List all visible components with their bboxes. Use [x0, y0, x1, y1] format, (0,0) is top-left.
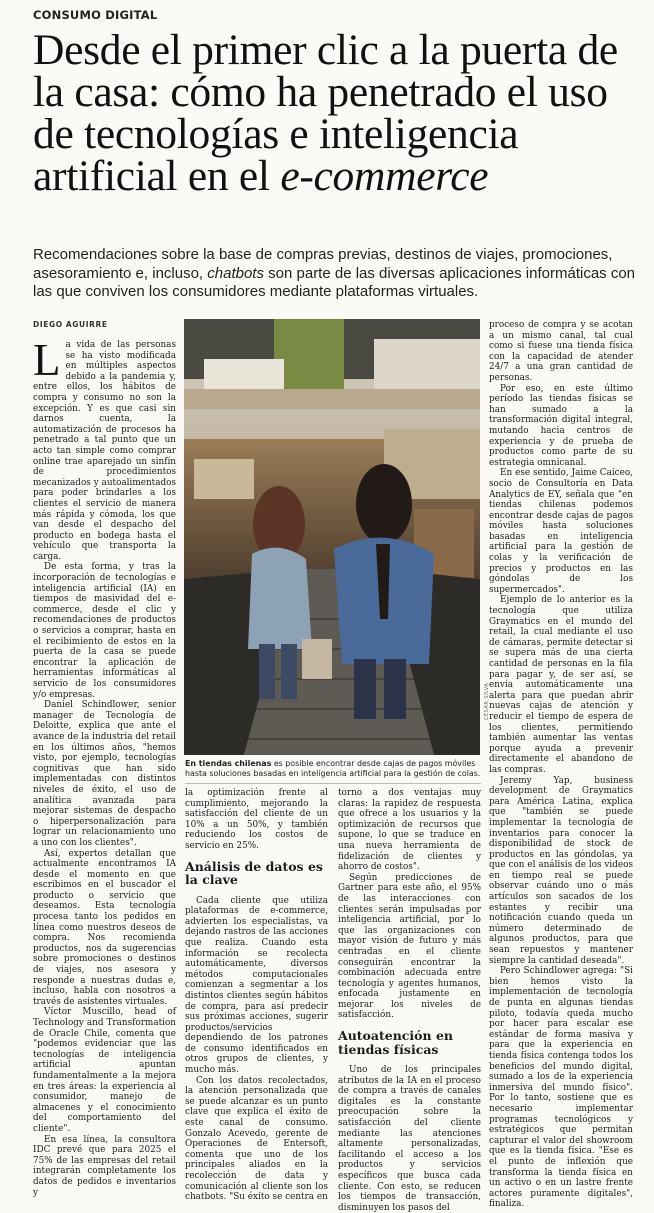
byline: DIEGO AGUIRRE — [33, 320, 108, 329]
lead-paragraph — [33, 246, 637, 302]
shoppers-on-escalator-image — [184, 319, 480, 755]
caption-divider — [185, 783, 481, 784]
subheading-analisis: Análisis de datos es la clave — [185, 858, 323, 888]
paragraph: Jeremy Yap, business development de Graymatics para América Latina, explica que "también se puede implementar la tecnología de inventarios para conocer la disponibilidad de stock de productos en las góndolas, ya que con el análisis de los videos en tiempo real se puede observar cuándo uno o más artículos son sacados de los estantes y recibir una notificación cuando queda un número determinado de algunos productos, para que sean repuestos y mantener siempre la cantidad deseada". — [489, 775, 633, 966]
paragraph: Daniel Schindlower, senior manager de Tecnología de Deloitte, explica que ante el avance de la industria del retail en los últimos años, "hemos visto, por ejemplo, tecnologías cognitivas que han sido implementadas con distintos niveles de éxito, el uso de analítica avanzada para mejorar sistemas de despacho o hiperpersonalización para lograr un relacionamiento uno a uno con los clientes". — [33, 700, 176, 848]
paragraph: Con los datos recolectados, la atención personalizada que se puede alcanzar es un punto clave que explica el éxito de este canal de consumo. Gonzalo Acevedo, gerente de Operaciones de Entersoft, comenta que uno de los principales aliados en la recolección de data y comunicación al cliente son los chatbots. "Su éxito se centra en — [185, 1075, 328, 1203]
paragraph: proceso de compra y se acotan a un mismo canal, tal cual como si fuese una tienda física con la capacidad de atender 24/7 a una gran cantidad de personas. — [489, 320, 633, 383]
headline-italic: e-commerce — [280, 152, 489, 200]
paragraph: Pero Schindlower agrega: "Si bien hemos visto la implementación de tecnología de punta en algunas tiendas piloto, todavía queda mucho por hacer para escalar ese estándar de forma masiva y para que la experiencia en tienda física contenga todos los beneficios del mundo digital, sumado a los de la experiencia inmersiva del mundo físico". Por lo tanto, sostiene que es necesario implementar programas tecnológicos y estratégicos que permitan capturar el valor del showroom que es la tienda física. "Ese es el punto de inflexión que transforma la tienda física en un activo o en un lastre frente actores puramente digitales", finaliza. — [489, 966, 633, 1210]
headline-main: Desde el primer clic a la puerta de la casa: cómo ha penetrado el uso de tecnologías e inteligencia artificial en el — [33, 26, 618, 200]
article-column-3 — [338, 788, 481, 1213]
caption-text: es posible encontrar desde cajas de pagos móviles hasta soluciones basadas en inteligencia artificial para la gestión de colas. — [185, 759, 481, 778]
lead-part1: Recomendaciones sobre la base de compras previas, destinos de viajes, promociones, asesoramiento e, incluso, — [33, 246, 613, 282]
paragraph: Ejemplo de lo anterior es la tecnología que utiliza Graymatics en el mundo del retail, la cual mediante el uso de cámaras, permite detectar si se supera más de una cierta cantidad de personas en la fila para pagar y, de ser así, se envía automáticamente una alerta para que puedan abrir nuevas cajas de atención y reducir el tiempo de espera de los clientes, permitiendo también aumentar las ventas porque ayuda a prevenir directamente el abandono de las compras. — [489, 595, 633, 775]
article-column-1 — [33, 335, 176, 1198]
lead-part2: son parte de las diversas aplicaciones informáticas con las que conviven los consumidores mediante plataformas virtuales. — [33, 264, 636, 301]
paragraph — [33, 335, 176, 562]
escalator-photo — [184, 319, 480, 755]
article-column-4 — [489, 320, 633, 1210]
paragraph: Víctor Muscillo, head of Technology and Transformation de Oracle Chile, comenta que "podemos evidenciar que las tecnologías de inteligencia artificial apuntan fundamentalmente a la mejora en tres áreas: la experiencia al consumidor, manejo de almacenes y el conocimiento del comportamiento del cliente". — [33, 1007, 176, 1134]
section-label: CONSUMO DIGITAL — [33, 8, 158, 22]
paragraph: De esta forma, y tras la incorporación de tecnologías e inteligencia artificial (IA) en tiempos de masividad del e-commerce, desde el clic y recomendaciones de productos o servicios a comprar, hasta en el recibimiento de estos en la puerta de la casa se puede encontrar la aplicación de herramientas informáticas al servicio de los consumidores y/o empresas. — [33, 562, 176, 700]
photo-credit: CÉSAR SILVA — [484, 682, 490, 720]
paragraph: la optimización frente al cumplimiento, mejorando la satisfacción del cliente de un 10% a un 50%, y también reduciendo los costos de servicio en 25%. — [185, 788, 328, 851]
paragraph: Uno de los principales atributos de la IA en el proceso de compra a través de canales digitales es la constante preocupación sobre la satisfacción del cliente mediante las atenciones altamente personalizadas, facilitando el acceso a los productos y servicios específicos que busca cada cliente. Con esto, se reducen los tiempos de transacción, disminuyen los pasos del — [338, 1065, 481, 1213]
subheading-autoatencion: Autoatención en tiendas físicas — [338, 1028, 453, 1057]
drop-cap: L — [33, 335, 61, 385]
paragraph: En ese sentido, Jaime Caiceo, socio de Consultoría en Data Analytics de EY, señala que "en tiendas chilenas podemos encontrar desde cajas de pagos móviles hasta soluciones basadas en inteligencia artificial para la gestión de colas y la verificación de precios y productos en las góndolas de los supermercados". — [489, 468, 633, 595]
article-column-2 — [185, 788, 328, 1203]
paragraph: En esa línea, la consultora IDC prevé que para 2025 el 75% de las empresas del retail integrarán completamente los datos de pedidos e inventarios y — [33, 1134, 176, 1198]
paragraph: Según predicciones de Gartner para este año, el 95% de las interacciones con clientes serán impulsadas por inteligencia artificial, por lo que las organizaciones con mayor visión de futuro y más centradas en el cliente conseguirán encontrar la combinación adecuada entre tecnología y agentes humanos, enfocada justamente en mejorar los niveles de satisfacción. — [338, 872, 481, 1021]
headline — [33, 26, 633, 200]
caption-bold: En tiendas chilenas — [185, 759, 272, 768]
paragraph: Cada cliente que utiliza plataformas de e-commerce, advierten los especialistas, va dejando rastros de las acciones que realiza. Cuando esta información se recolecta automáticamente, diversos métodos computacionales comienzan a segmentar a los distintos clientes según hábitos de compra, para así predecir sus próximas acciones, sugerir productos/servicios dependiendo de los patrones de consumo identificados en otros grupos de clientes, y mucho más. — [185, 895, 328, 1076]
paragraph: Así, expertos detallan que actualmente encontramos IA desde el momento en que escribimos en el buscador el producto o servicio que deseamos. Esta tecnología procesa tanto los pedidos en línea como nuestros deseos de compra. Nos recomienda productos, nos da sugerencias sobre promociones o destinos de viajes, nos asesora y responde a nuestras dudas e, incluso, habla con nosotros a través de asistentes virtuales. — [33, 848, 176, 1007]
lead-italic: chatbots — [207, 264, 264, 282]
photo-caption — [185, 759, 481, 779]
paragraph: Por eso, en este último período las tiendas físicas se han sumado a la transformación digital integral, mutando hacia centros de experiencia y de prueba de productos como parte de su estrategia omnicanal. — [489, 383, 633, 468]
paragraph: torno a dos ventajas muy claras: la rapidez de respuesta que ofrece a los usuarios y la optimización de recursos que supone, lo que se traduce en una nueva herramienta de fidelización de clientes y ahorro de costos". — [338, 788, 481, 873]
paragraph-text: a vida de las personas se ha visto modificada en múltiples aspectos debido a la pandemia y, entre ellos, los hábitos de compra y consumo no son la excepción. Y es que casi sin darnos cuenta, la automatización de procesos ha penetrado a tal punto que un acto tan simple como comprar online trae aparejado un sinfín de procedimientos mecanizados y autoalimentados para poder brindarles a los clientes el servicio de manera más rápida y cómoda, los que van desde el despacho del producto en bodega hasta el vehículo que transporta la carga. — [33, 340, 176, 562]
